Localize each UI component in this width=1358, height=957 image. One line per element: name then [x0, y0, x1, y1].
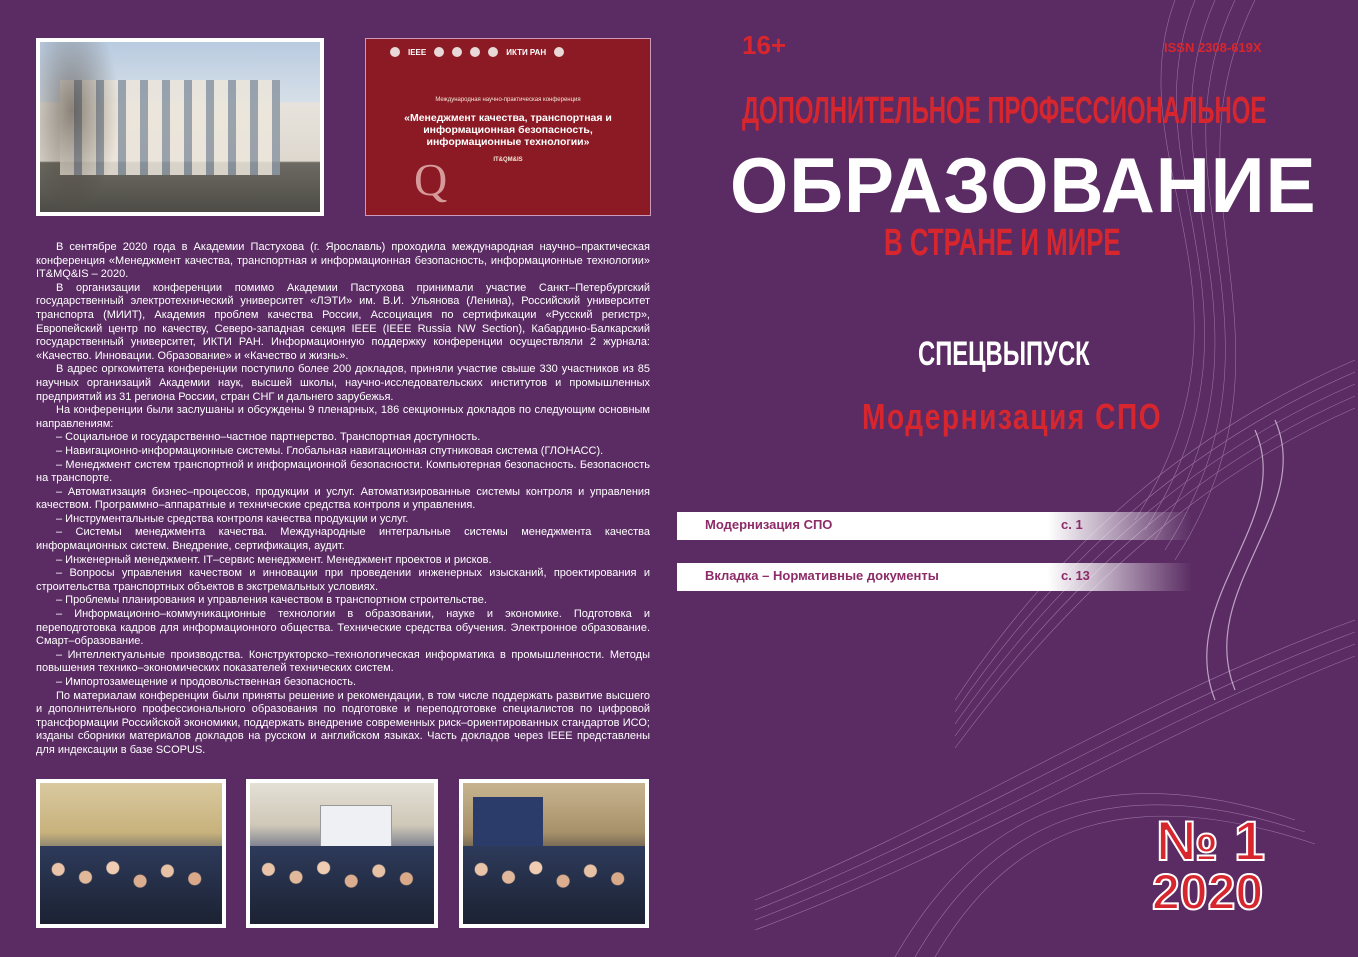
toc-item-title: Модернизация СПО [705, 517, 833, 532]
list-item: – Инженерный менеджмент. IT–сервис менеджмент. Менеджмент проектов и рисков. [56, 553, 492, 566]
conference-code: IT&QM&IS [493, 157, 523, 163]
partner-logo-icon [470, 47, 480, 57]
paragraph: В организации конференции помимо Академии Пастухова принимали участие Санкт–Петербургский государственный электротехнический университет «ЛЭТИ» им. В.И. Ульянова (Ленина), Российский университет транспорта (МИИТ), Академия проблем качества России, Ассоциация по сертификации «Русский регистр», Европейский центр по качеству, Северо-западная секция IEEE (IEEE Russia NW Section), Кабардино-Балкарский государственный университет, ИКТИ РАН. Информационную поддержку конференции осуществляли 2 журнала: «Качество. Инновации. Образование» и «Качество и жизнь». [36, 281, 650, 362]
title-line-1 [742, 90, 1302, 134]
partner-logo-icon [452, 47, 462, 57]
toc-item-page: с. 1 [1061, 517, 1083, 532]
title-line-3 [884, 222, 1184, 266]
conference-logos [390, 44, 630, 60]
academy-building-photo [36, 38, 324, 216]
ieee-logo-icon [390, 47, 400, 57]
conference-hall-photo [36, 779, 226, 928]
special-topic-label [862, 396, 1172, 444]
age-rating: 16+ [742, 30, 787, 60]
partner-logo-icon [434, 47, 444, 57]
ikti-logo-text: ИКТИ РАН [506, 47, 547, 57]
list-item: – Информационно–коммуникационные технологии в образовании, науке и экономике. Подготовка и переподготовка кадров для информационного общества. Технические средства обучения. Электронное образование. Смарт–образование. [36, 608, 650, 648]
list-item: – Проблемы планирования и управления качеством в транспортном строительстве. [56, 594, 487, 607]
paragraph: По материалам конференции были приняты решение и рекомендации, в том числе поддержать развитие высшего и дополнительного профессионального образования по подготовке и переподготовке специалистов по цифровой трансформации Российской экономики, поддержать внедрение современных риск–ориентированных стандартов ИСО; изданы сборники материалов докладов на русском и английском языках. Часть докладов через IEEE представлены для индексации в базе SCOPUS. [36, 689, 650, 756]
list-item: – Социальное и государственно–частное партнерство. Транспортная доступность. [56, 431, 481, 444]
masthead-title [730, 140, 1320, 220]
list-item: – Вопросы управления качеством и инновации при проведении инженерных изысканий, проектирования и строительства транспортных объектов в экстремальных условиях. [36, 567, 650, 593]
paragraph: В сентябре 2020 года в Академии Пастухова (г. Ярославль) проходила международная научно–практическая конференция «Менеджмент качества, транспортная и информационная безопасность, информационные технологии» IT&MQ&IS – 2020. [36, 241, 650, 281]
special-topic-text: Модернизация СПО [862, 396, 1163, 437]
toc-row[interactable] [677, 512, 1192, 540]
conference-speaker-photo [459, 779, 649, 928]
conference-q-logo: Q [414, 154, 448, 205]
ieee-logo-text: IEEE [408, 47, 427, 57]
list-item: – Навигационно-информационные системы. Глобальная навигационная спутниковая система (ГЛОНАСС). [56, 444, 604, 457]
paragraph: В адрес оргкомитета конференции поступило более 200 докладов, приняли участие свыше 330 участников из 85 научных организаций Академии наук, высшей школы, научно-исследовательских институтов и промышленных предприятий из 31 региона России, стран СНГ и дальнего зарубежья. [36, 363, 650, 403]
conference-subtitle: Международная научно-практическая конференция [435, 97, 581, 103]
masthead-title-text: ОБРАЗОВАНИЕ [730, 141, 1317, 220]
conference-report-text [36, 241, 650, 758]
conference-title: «Менеджмент качества, транспортная и информационная безопасность, информационные технологии» [404, 112, 612, 148]
conference-audience-photo [246, 779, 438, 928]
toc-row[interactable] [677, 563, 1192, 591]
partner-logo-icon [554, 47, 564, 57]
paragraph: На конференции были заслушаны и обсуждены 9 пленарных, 186 секционных докладов по следующим основным направлениям: [36, 404, 650, 430]
issn-label: ISSN 2308-619X [1164, 40, 1262, 55]
toc-item-page: с. 13 [1061, 568, 1090, 583]
partner-logo-icon [488, 47, 498, 57]
issue-number: № 1 [1156, 809, 1266, 872]
conference-cover-image [365, 38, 651, 216]
list-item: – Импортозамещение и продовольственная безопасность. [56, 676, 357, 688]
special-issue-text: СПЕЦВЫПУСК [918, 335, 1090, 373]
title-line-3-text: В СТРАНЕ И МИРЕ [884, 222, 1121, 264]
list-item: – Инструментальные средства контроля качества продукции и услуг. [56, 512, 409, 525]
list-item: – Системы менеджмента качества. Международные интегральные системы менеджмента качества информационных систем. Внедрение, сертификация, аудит. [36, 526, 650, 553]
list-item: – Менеджмент систем транспортной и информационной безопасности. Компьютерная безопасность. Безопасность на транспорте. [36, 458, 650, 485]
list-item: – Автоматизация бизнес–процессов, продукции и услуг. Автоматизированные системы контроля и управления качеством. Программно–аппаратные и технические средства контроля и управления. [36, 485, 650, 512]
special-issue-label [918, 335, 1118, 379]
toc-item-title: Вкладка – Нормативные документы [705, 568, 939, 583]
issue-year: 2020 [1152, 864, 1264, 920]
list-item: – Интеллектуальные производства. Конструкторско–технологическая информатика в промышленности. Методы повышения технико–экономических показателей технических систем. [36, 648, 650, 675]
title-line-1-text: ДОПОЛНИТЕЛЬНОЕ ПРОФЕССИОНАЛЬНОЕ [742, 90, 1267, 132]
